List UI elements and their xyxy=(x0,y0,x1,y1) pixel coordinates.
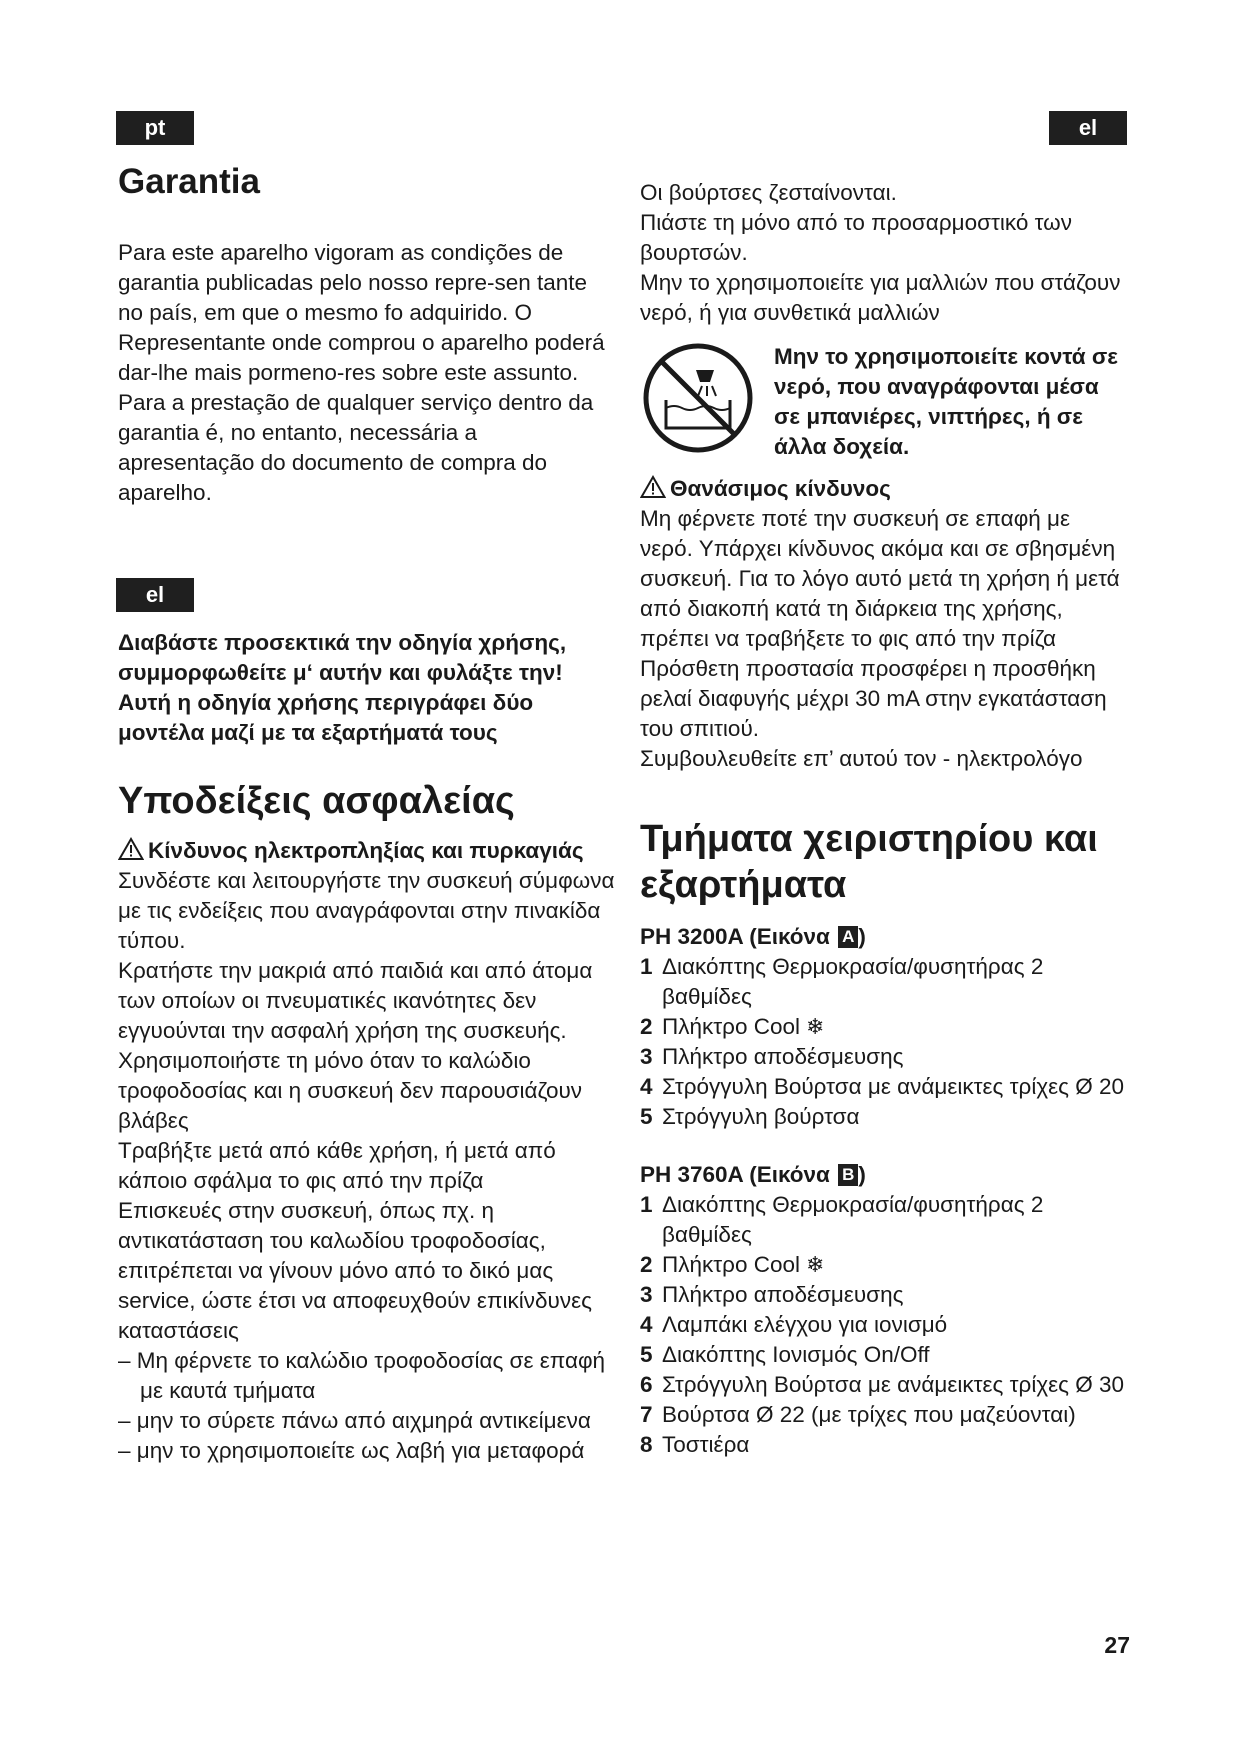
list-item: 7 Βούρτσα Ø 22 (με τρίχες που μαζεύονται) xyxy=(640,1402,1076,1427)
model-b-name: PH 3760A (Εικόνα xyxy=(640,1162,830,1187)
model-b-close: ) xyxy=(858,1162,866,1187)
list-item: 2 Πλήκτρο Cool ❄ xyxy=(640,1012,1128,1042)
parts-title: Τμήματα χειριστηρίου και εξαρτήματα xyxy=(640,818,1098,906)
warning-electric xyxy=(118,836,618,866)
list-item: 3 Πλήκτρο αποδέσμευσης xyxy=(640,1282,904,1307)
right-p2: Πιάστε τη μόνο από το προσαρμοστικό των βουρτσών. xyxy=(640,210,1072,265)
warning-triangle-icon xyxy=(640,475,666,499)
lang-tab-pt: pt xyxy=(116,111,194,145)
list-item: 8 Τοστιέρα xyxy=(640,1432,750,1457)
model-b-heading xyxy=(640,1160,1128,1190)
right-p6: Συμβουλευθείτε επ’ αυτού τον - ηλεκτρολόγο xyxy=(640,746,1083,771)
snowflake-icon: ❄ xyxy=(806,1252,825,1277)
warranty-body: Para este aparelho vigoram as condições de garantia publicadas pelo nosso repre-sen tante no país, em que o mesmo fo adquirido. O Representante onde comprou o aparelho poderá dar-lhe mais pormeno-res sobre este assunto. Para a prestação de qualquer serviço dentro da garantia é, no entanto, necessária a apresentação do documento de compra do aparelho. xyxy=(118,240,605,505)
safety-p5: Επισκευές στην συσκευή, όπως πχ. η αντικατάσταση του καλωδίου τροφοδοσίας, επιτρέπεται να γίνουν μόνο από το δικό μας service, ώστε έτσι να αποφευχθούν επικίνδυνες καταστάσεις xyxy=(118,1198,592,1343)
el-intro-line1: Διαβάστε προσεκτικά την οδηγία χρήσης, συμμορφωθείτε μ‘ αυτήν και φυλάξτε την! xyxy=(118,630,567,685)
figure-a-badge: A xyxy=(838,926,858,948)
el-intro xyxy=(118,628,618,1466)
list-item: 6 Στρόγγυλη Βούρτσα με ανάμεικτες τρίχες Ø 30 xyxy=(640,1372,1125,1397)
water-warning-text: Μην το χρησιμοποιείτε κοντά σε νερό, που αναγράφονται μέσα σε μπανιέρες, νιπτήρες, ή σε άλλα δοχεία. xyxy=(774,344,1118,459)
right-p5: Πρόσθετη προστασία προσφέρει η προσθήκη ρελαί διαφυγής μέχρι 30 mA στην εγκατάσταση του σπιτιού. xyxy=(640,656,1107,741)
lang-tab-el: el xyxy=(1049,111,1127,145)
model-a-heading xyxy=(640,922,1128,952)
right-p3: Μην το χρησιμοποιείτε για μαλλιών που στάζουν νερό, ή για συνθετικά μαλλιών xyxy=(640,270,1121,325)
el-intro-line2: Αυτή η οδηγία χρήσης περιγράφει δύο μοντέλα μαζί με τα εξαρτήματά τους xyxy=(118,690,534,745)
safety-p1: Συνδέστε και λειτουργήστε την συσκευή σύμφωνα με τις ενδείξεις που αναγράφονται στην πινακίδα τύπου. xyxy=(118,868,615,953)
list-item: 5 Στρόγγυλη βούρτσα xyxy=(640,1104,860,1129)
snowflake-icon: ❄ xyxy=(806,1014,825,1039)
warning-fatal xyxy=(640,474,1128,504)
right-column xyxy=(640,178,1128,1460)
safety-p3: Χρησιμοποιήστε τη μόνο όταν το καλώδιο τροφοδοσίας και η συσκευή δεν παρουσιάζουν βλάβες xyxy=(118,1048,583,1133)
water-warning-block xyxy=(640,342,1128,462)
list-item: 1 Διακόπτης Θερμοκρασία/φυσητήρας 2 βαθμίδες xyxy=(640,1192,1044,1247)
dash-item: – μην το σύρετε πάνω από αιχμηρά αντικείμενα xyxy=(118,1408,591,1433)
list-item: 4 Στρόγγυλη Βούρτσα με ανάμεικτες τρίχες Ø 20 xyxy=(640,1074,1125,1099)
left-column xyxy=(118,160,618,508)
model-a-name: PH 3200A (Εικόνα xyxy=(640,924,830,949)
list-item: 2 Πλήκτρο Cool ❄ xyxy=(640,1250,1128,1280)
list-item: 4 Λαμπάκι ελέγχου για ιονισμό xyxy=(640,1312,948,1337)
list-item: 1 Διακόπτης Θερμοκρασία/φυσητήρας 2 βαθμίδες xyxy=(640,954,1044,1009)
right-p4: Μη φέρνετε ποτέ την συσκευή σε επαφή με νερό. Υπάρχει κίνδυνος ακόμα και σε σβησμένη συσκευή. Για το λόγο αυτό μετά τη χρήση ή μετά από διακοπή κατά τη διάρκεια της χρήσης, πρέπει να τραβήξετε το φις από την πρίζα xyxy=(640,506,1120,651)
warranty-title: Garantia xyxy=(118,162,260,201)
warning-triangle-icon xyxy=(118,837,144,861)
model-a-close: ) xyxy=(858,924,866,949)
safety-p4: Τραβήξτε μετά από κάθε χρήση, ή μετά από κάποιο σφάλμα το φις από την πρίζα xyxy=(118,1138,556,1193)
dash-item: – μην το χρησιμοποιείτε ως λαβή για μεταφορά xyxy=(118,1438,585,1463)
list-item: 5 Διακόπτης Ιονισμός On/Off xyxy=(640,1342,930,1367)
warning-fatal-text: Θανάσιμος κίνδυνος xyxy=(670,476,891,501)
safety-title: Υποδείξεις ασφαλείας xyxy=(118,780,515,822)
safety-p2: Κρατήστε την μακριά από παιδιά και από άτομα των οποίων οι πνευματικές ικανότητες δεν εγγυούνται την ασφαλή χρήση της συσκευής. xyxy=(118,958,593,1043)
list-item: 3 Πλήκτρο αποδέσμευσης xyxy=(640,1044,904,1069)
figure-b-badge: B xyxy=(838,1164,858,1186)
warning-electric-text: Κίνδυνος ηλεκτροπληξίας και πυρκαγιάς xyxy=(148,838,584,863)
lang-tab-el-section: el xyxy=(116,578,194,612)
no-water-icon xyxy=(640,342,758,454)
dash-item: – Μη φέρνετε το καλώδιο τροφοδοσίας σε επαφή με καυτά τμήματα xyxy=(118,1348,606,1403)
right-p1: Οι βούρτσες ζεσταίνονται. xyxy=(640,180,897,205)
page-number: 27 xyxy=(1104,1632,1130,1658)
